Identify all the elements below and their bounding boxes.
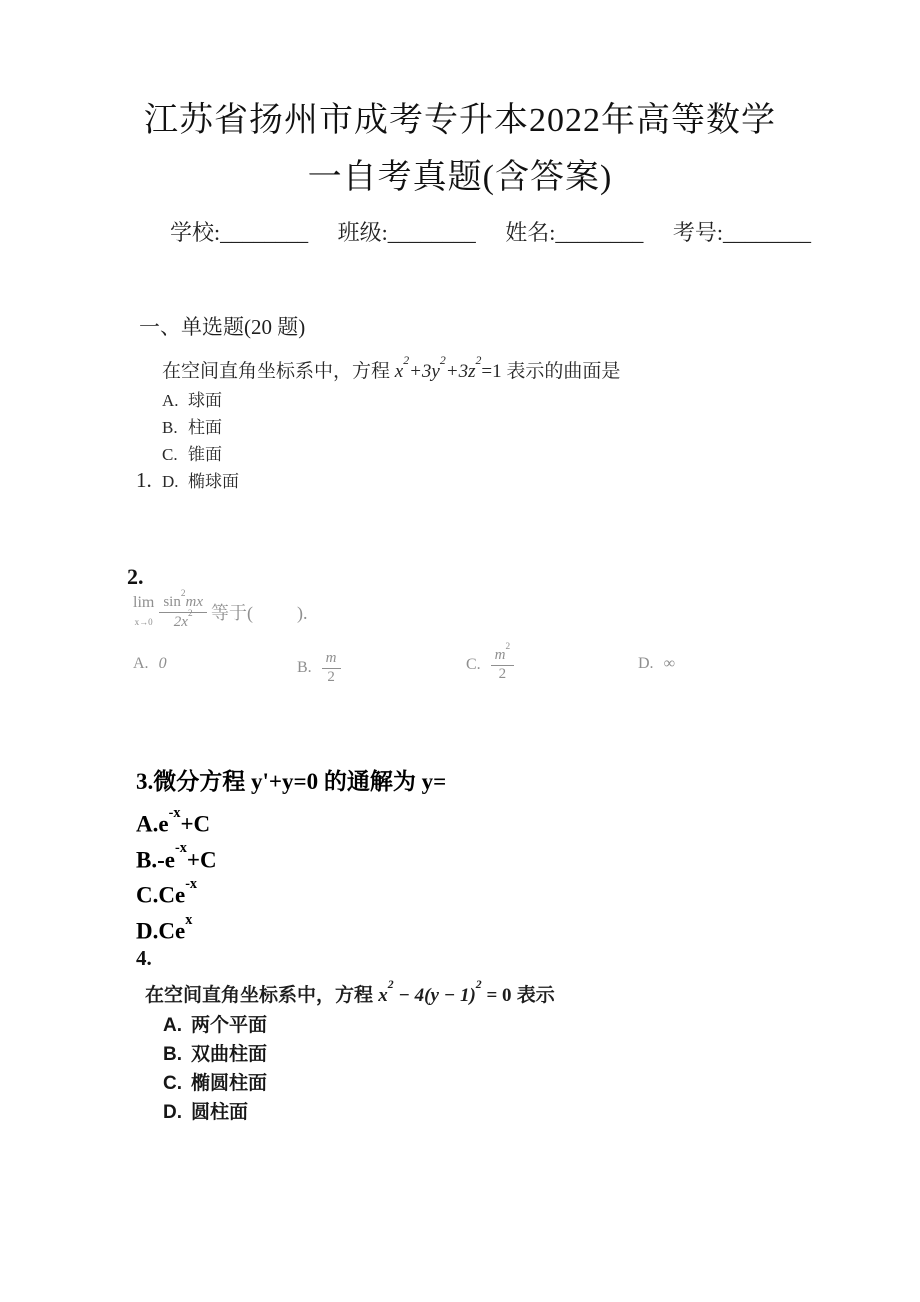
q1-formula-sup: 2 bbox=[403, 354, 410, 368]
q1-option-d-text: 椭球面 bbox=[188, 472, 239, 491]
q2-option-b-label: B. bbox=[297, 659, 312, 677]
exam-no-field bbox=[673, 220, 811, 245]
limit-word: lim bbox=[133, 594, 155, 612]
school-blank: ________ bbox=[220, 220, 309, 245]
q2-fraction bbox=[159, 588, 207, 631]
section-heading: 一、单选题(20 题) bbox=[139, 315, 306, 339]
q3-option-d-exponent: x bbox=[185, 911, 193, 928]
q3-option-c-base: C.Ce bbox=[136, 882, 186, 908]
q4-stem-prefix: 在空间直角坐标系中，方程 bbox=[145, 985, 379, 1006]
class-blank: ________ bbox=[387, 220, 476, 245]
exam-no-label: 考号: bbox=[672, 220, 723, 245]
q1-option-b-label: B. bbox=[162, 418, 178, 437]
question-4-number: 4. bbox=[136, 946, 152, 970]
q1-formula-term: x bbox=[394, 361, 404, 382]
q2-close-paren: ). bbox=[297, 603, 308, 624]
q4-formula-tail: = 0 bbox=[481, 985, 512, 1006]
name-blank: ________ bbox=[555, 220, 644, 245]
question-1-stem bbox=[162, 356, 620, 383]
q2-fraction-numerator bbox=[159, 588, 207, 613]
q2-option-b-numerator: m bbox=[322, 651, 341, 669]
q3-option-d bbox=[136, 911, 217, 947]
q2-option-c-num-base: m bbox=[494, 647, 506, 663]
q2-option-c-denominator: 2 bbox=[498, 665, 507, 682]
q1-formula-term: +3z bbox=[445, 361, 476, 382]
denominator-base: 2x bbox=[173, 613, 188, 630]
q2-option-c bbox=[466, 641, 514, 683]
q1-option-a bbox=[162, 387, 239, 414]
q2-option-c-fraction bbox=[491, 641, 515, 683]
q3-option-a-base: A.e bbox=[136, 811, 169, 837]
q1-option-c bbox=[162, 441, 239, 468]
q1-formula-sup: 2 bbox=[475, 354, 482, 368]
q2-open-paren: 等于( bbox=[211, 603, 254, 624]
q2-option-d-value: ∞ bbox=[663, 655, 675, 672]
sin-function: sin bbox=[163, 594, 181, 610]
question-1-options bbox=[162, 387, 239, 495]
q4-option-b-text: 双曲柱面 bbox=[191, 1044, 268, 1065]
name-label: 姓名: bbox=[505, 220, 556, 245]
q2-option-d bbox=[638, 655, 675, 673]
q1-stem-prefix: 在空间直角坐标系中，方程 bbox=[162, 361, 395, 382]
q1-option-a-label: A. bbox=[162, 391, 179, 410]
document-title-line2: 一自考真题(含答案) bbox=[307, 159, 613, 196]
exam-no-blank: ________ bbox=[723, 220, 811, 245]
q3-option-b-base: B.-e bbox=[136, 847, 175, 873]
denominator-exponent: 2 bbox=[187, 608, 193, 619]
q4-option-c bbox=[163, 1069, 267, 1098]
limit-subscript: x→0 bbox=[134, 617, 153, 628]
document-title-line1: 江苏省扬州市成考专升本2022年高等数学 bbox=[144, 102, 776, 139]
q3-option-c-exponent: -x bbox=[185, 875, 198, 892]
document-title bbox=[0, 92, 920, 206]
q1-option-b-text: 柱面 bbox=[188, 418, 222, 437]
q4-option-c-label: C. bbox=[163, 1073, 182, 1094]
q3-option-b bbox=[136, 840, 217, 876]
question-2-formula bbox=[133, 588, 308, 631]
q1-option-a-text: 球面 bbox=[188, 391, 222, 410]
question-3-options bbox=[136, 804, 217, 947]
limit-operator bbox=[133, 594, 154, 630]
q4-option-a bbox=[163, 1011, 267, 1040]
name-field bbox=[505, 220, 643, 245]
mx-variable: mx bbox=[185, 594, 204, 610]
q2-fraction-denominator bbox=[159, 608, 207, 631]
question-3-stem: 3.微分方程 y'+y=0 的通解为 y= bbox=[136, 769, 447, 794]
q4-option-d bbox=[163, 1098, 267, 1127]
q2-option-a-label: A. bbox=[133, 655, 149, 672]
question-2-number: 2. bbox=[127, 564, 144, 589]
q3-option-b-tail: +C bbox=[186, 847, 217, 873]
q2-option-c-label: C. bbox=[466, 655, 481, 673]
q3-option-c bbox=[136, 875, 217, 911]
class-field bbox=[338, 220, 476, 245]
q2-equals-text bbox=[211, 599, 308, 625]
q4-formula-sup: 2 bbox=[387, 978, 394, 992]
q1-formula-tail: =1 bbox=[481, 361, 502, 382]
q1-option-c-text: 锥面 bbox=[188, 445, 222, 464]
q1-formula bbox=[394, 354, 502, 382]
q1-option-c-label: C. bbox=[162, 445, 178, 464]
q4-option-d-text: 圆柱面 bbox=[191, 1102, 249, 1123]
school-field bbox=[170, 220, 308, 245]
question-1-number: 1. bbox=[136, 468, 152, 492]
q4-option-b bbox=[163, 1040, 267, 1069]
q3-option-d-base: D.Ce bbox=[136, 918, 186, 944]
q1-stem-suffix: 表示的曲面是 bbox=[501, 361, 621, 382]
q3-option-a-exponent: -x bbox=[168, 804, 181, 821]
q1-option-d bbox=[162, 468, 239, 495]
q3-option-a-tail: +C bbox=[180, 811, 211, 837]
q4-formula bbox=[378, 978, 512, 1006]
q4-option-d-label: D. bbox=[163, 1102, 182, 1123]
q4-option-b-label: B. bbox=[163, 1044, 182, 1065]
q1-option-d-label: D. bbox=[162, 472, 179, 491]
question-4-options bbox=[163, 1011, 267, 1127]
q1-formula-sup: 2 bbox=[439, 354, 446, 368]
q3-option-a bbox=[136, 804, 217, 840]
q2-option-c-num-exponent: 2 bbox=[505, 641, 511, 652]
class-label: 班级: bbox=[337, 220, 388, 245]
q4-option-c-text: 椭圆柱面 bbox=[191, 1073, 268, 1094]
q1-option-b bbox=[162, 414, 239, 441]
q2-option-b-fraction bbox=[322, 651, 341, 686]
q2-option-d-label: D. bbox=[638, 655, 654, 672]
q4-formula-sup2: 2 bbox=[475, 978, 482, 992]
q4-stem-suffix: 表示 bbox=[511, 985, 555, 1006]
q3-option-b-exponent: -x bbox=[174, 840, 187, 857]
q2-option-a bbox=[133, 655, 167, 673]
student-info-line bbox=[170, 216, 835, 247]
question-2-options bbox=[0, 641, 920, 697]
school-label: 学校: bbox=[170, 220, 221, 245]
question-4-stem bbox=[145, 980, 555, 1007]
q1-formula-term: +3y bbox=[409, 361, 440, 382]
q2-option-b-denominator: 2 bbox=[327, 668, 335, 685]
q4-option-a-label: A. bbox=[163, 1015, 182, 1036]
q4-formula-term: x bbox=[378, 985, 388, 1006]
q4-option-a-text: 两个平面 bbox=[191, 1015, 268, 1036]
q2-option-a-value: 0 bbox=[158, 655, 167, 672]
q4-formula-mid: − 4(y − 1) bbox=[393, 985, 476, 1006]
sin-exponent: 2 bbox=[180, 588, 186, 599]
q2-option-c-numerator bbox=[491, 641, 515, 666]
q2-option-b bbox=[297, 651, 341, 686]
